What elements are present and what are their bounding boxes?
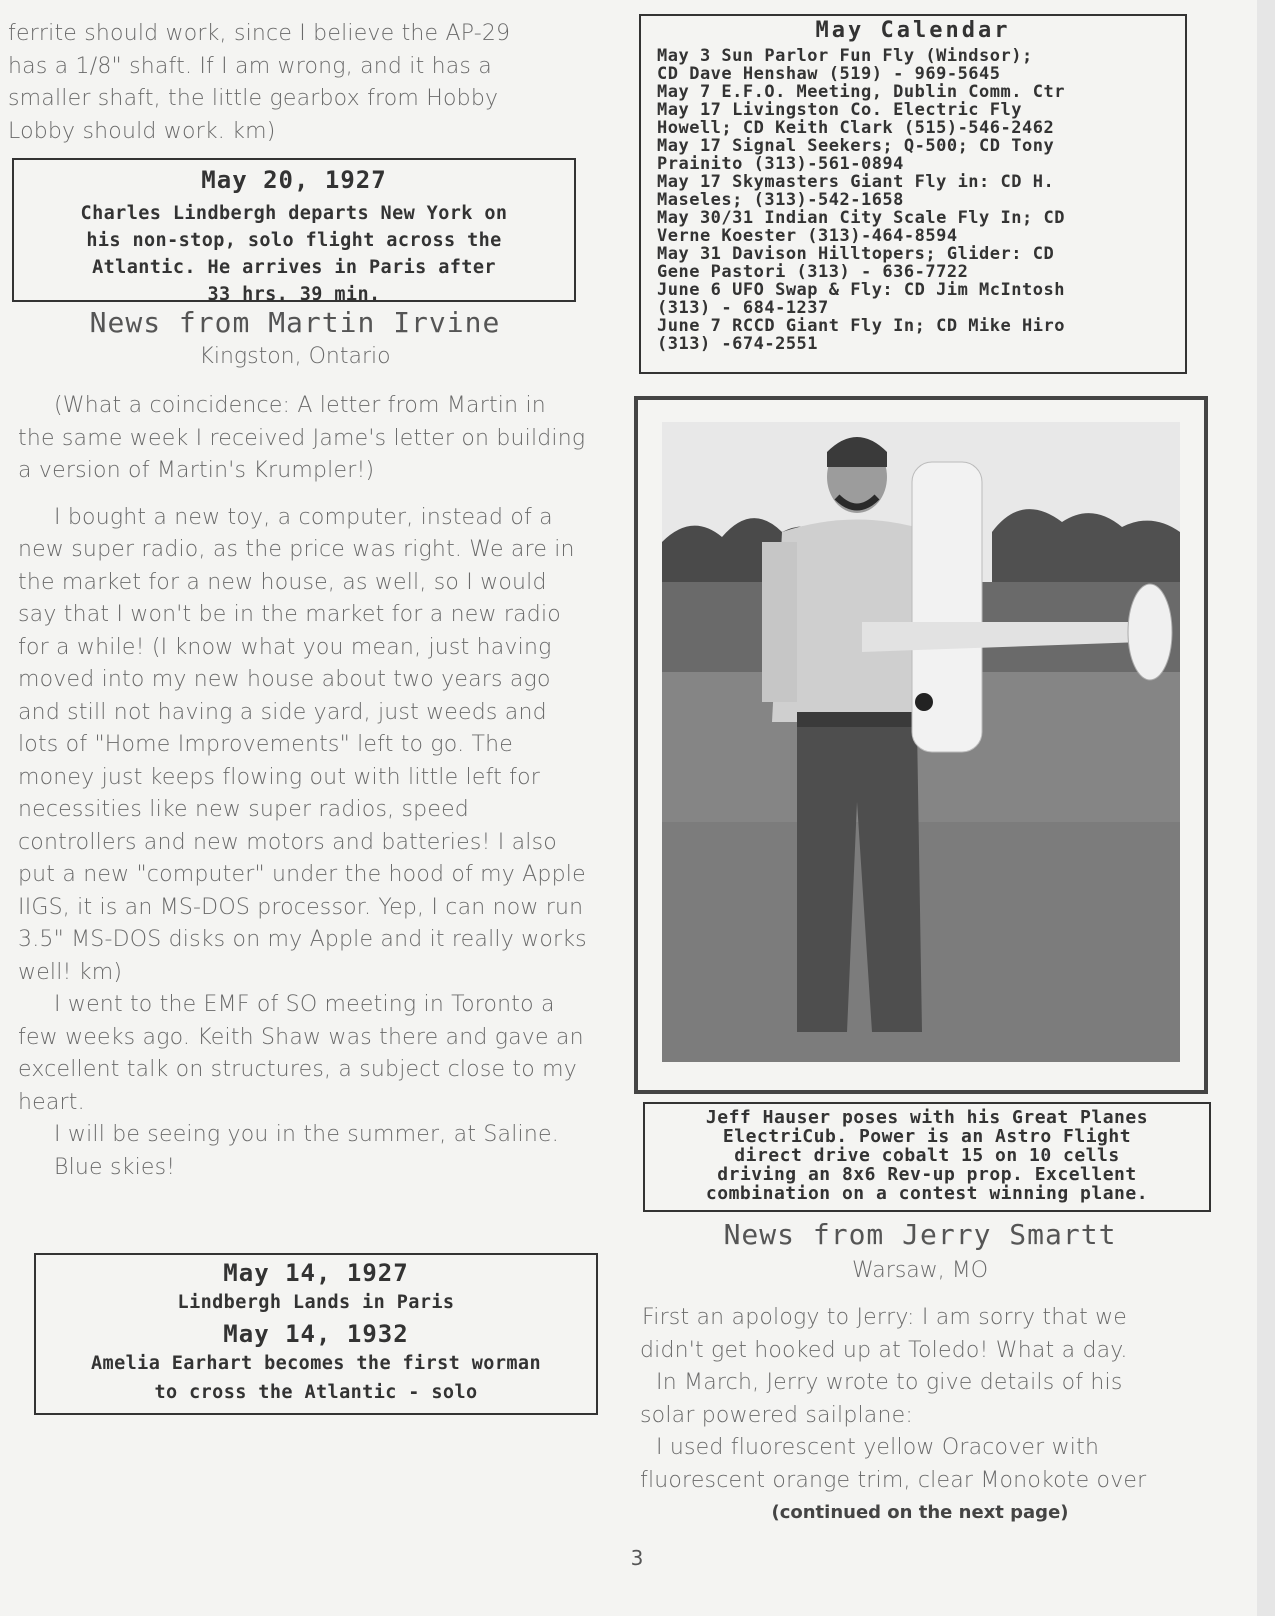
martin-location: Kingston, Ontario: [199, 344, 391, 369]
calendar-line: May 17 Signal Seekers; Q-500; CD Tony: [657, 136, 1055, 156]
article-paragraph: I bought a new toy, a computer, instead of a new super radio, as the price was right. We are in the market for a new house, as well, so I would say that I won't be in the market for a new radio for a while! (I know what you mean, just having moved into my new house about two years ago and still not having a side yard, just weeds and lots of "Home Improvements" left to go. The money just keeps flowing out with little left for necessities like new super radios, speed controllers and new motors and batteries! I also put a new "computer" under the hood of my Apple IIGS, it is an MS-DOS processor. Yep, I can now run 3.5" MS-DOS disks on my Apple and it really works well! km): [18, 504, 587, 985]
caption-line: ElectriCub. Power is an Astro Flight: [722, 1126, 1132, 1147]
intro-line: Lobby should work. km): [8, 118, 276, 144]
caption-line: driving an 8x6 Rev-up prop. Excellent: [717, 1164, 1137, 1185]
calendar-line: CD Dave Henshaw (519) - 969-5645: [657, 64, 1001, 84]
photo-illustration: [662, 422, 1180, 1062]
box-date-title: May 20, 1927: [201, 166, 387, 194]
pilot-with-plane-photo: [662, 422, 1180, 1062]
article-line: fluorescent orange trim, clear Monokote over: [640, 1467, 1147, 1493]
calendar-line: May 17 Skymasters Giant Fly in: CD H.: [657, 172, 1055, 192]
calendar-line: Howell; CD Keith Clark (515)-546-2462: [657, 118, 1055, 138]
jerry-article: [640, 1302, 1210, 1497]
intro-line: ferrite should work, since I believe the AP-29: [8, 21, 511, 46]
article-paragraph: Blue skies!: [54, 1154, 176, 1180]
martin-article: [18, 390, 588, 1184]
caption-line: direct drive cobalt 15 on 10 cells: [734, 1145, 1120, 1166]
box-line: Lindbergh Lands in Paris: [177, 1292, 455, 1313]
martin-heading: News from Martin Irvine: [89, 306, 501, 339]
calendar-line: May 17 Livingston Co. Electric Fly: [657, 100, 1022, 120]
caption-line: combination on a contest winning plane.: [705, 1183, 1149, 1204]
calendar-title: May Calendar: [815, 18, 1011, 43]
article-paragraph: I went to the EMF of SO meeting in Toronto a few weeks ago. Keith Shaw was there and gave an excellent talk on structures, a subject close to my heart.: [18, 992, 584, 1115]
jerry-location: Warsaw, MO: [851, 1258, 989, 1283]
calendar-list: [657, 47, 1185, 353]
calendar-line: June 6 UFO Swap & Fly: CD Jim McIntosh: [657, 280, 1065, 300]
caption-line: Jeff Hauser poses with his Great Planes: [705, 1107, 1149, 1128]
box-line: his non-stop, solo flight across the: [86, 230, 502, 251]
calendar-line: May 7 E.F.O. Meeting, Dublin Comm. Ctr: [657, 82, 1065, 102]
intro-text: [8, 18, 588, 148]
may-calendar-box: [639, 14, 1187, 374]
article-line: In March, Jerry wrote to give details of his: [656, 1370, 1123, 1395]
calendar-line: Prainito (313)-561-0894: [657, 154, 904, 174]
calendar-line: June 7 RCCD Giant Fly In; CD Mike Hiro: [657, 316, 1065, 336]
calendar-line: Gene Pastori (313) - 636-7722: [657, 262, 969, 282]
history-dates-box: [34, 1253, 598, 1415]
intro-line: smaller shaft, the little gearbox from Hobby: [8, 86, 499, 111]
box-line: 33 hrs. 39 min.: [207, 284, 381, 305]
box-line: Charles Lindbergh departs New York on: [80, 203, 508, 224]
box-date-title: May 14, 1932: [223, 1320, 409, 1348]
article-line: solar powered sailplane:: [640, 1402, 913, 1428]
calendar-line: (313) -674-2551: [657, 334, 819, 354]
calendar-line: May 31 Davison Hilltopers; Glider: CD: [657, 244, 1055, 264]
article-line: I used fluorescent yellow Oracover with: [656, 1435, 1100, 1460]
calendar-line: Verne Koester (313)-464-8594: [657, 226, 958, 246]
lindbergh-departs-box: [12, 158, 576, 305]
article-paragraph: I will be seeing you in the summer, at Saline.: [54, 1122, 559, 1147]
photo-frame: [634, 396, 1208, 1094]
box-date-title: May 14, 1927: [223, 1259, 409, 1287]
article-line: First an apology to Jerry: I am sorry that we: [642, 1305, 1128, 1330]
intro-line: has a 1/8" shaft. If I am wrong, and it has a: [8, 53, 492, 79]
article-paragraph: (What a coincidence: A letter from Martin in the same week I received Jame's letter on building a version of Martin's Krumpler!): [18, 393, 586, 483]
page-edge: [1257, 0, 1275, 1616]
article-line: didn't get hooked up at Toledo! What a day.: [640, 1337, 1128, 1363]
box-line: Atlantic. He arrives in Paris after: [92, 257, 496, 278]
continued-note: (continued on the next page): [771, 1502, 1069, 1523]
calendar-line: May 3 Sun Parlor Fun Fly (Windsor);: [657, 46, 1033, 66]
box-text: [14, 200, 574, 308]
photo-caption: [643, 1102, 1211, 1212]
jerry-heading: News from Jerry Smartt: [723, 1218, 1117, 1251]
calendar-line: May 30/31 Indian City Scale Fly In; CD: [657, 208, 1065, 228]
calendar-line: Maseles; (313)-542-1658: [657, 190, 904, 210]
box-line: Amelia Earhart becomes the first worman: [91, 1353, 541, 1374]
box-line: to cross the Atlantic - solo: [154, 1382, 478, 1403]
page-number: 3: [630, 1546, 644, 1570]
calendar-line: (313) - 684-1237: [657, 298, 829, 318]
